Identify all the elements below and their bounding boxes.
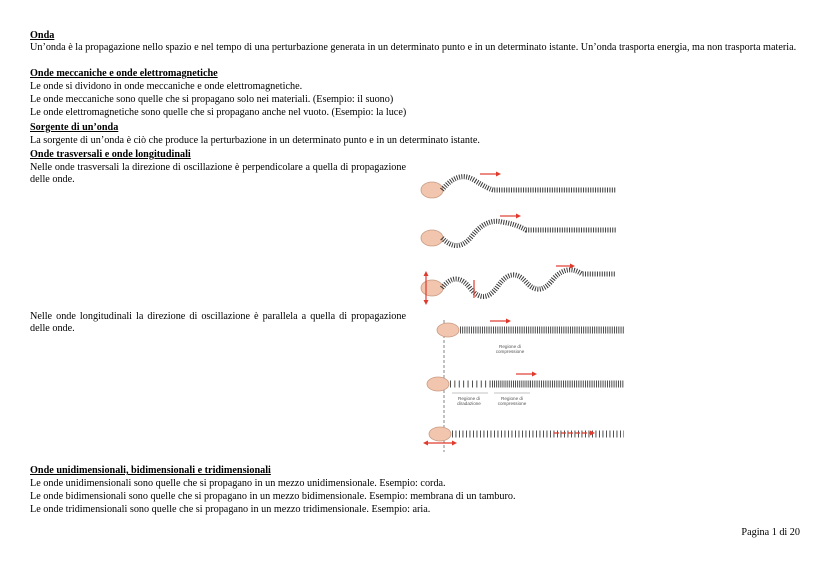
transverse-row-1 [421,172,616,199]
dimensioni-line-3: Le onde tridimensionali sono quelle che si propagano in un mezzo tridimensionale. Esempio: aria. [30,504,431,515]
hand-icon [437,323,459,337]
arrow-head [424,300,429,305]
heading-onda: Onda [30,30,55,41]
meccaniche-line-3: Le onde elettromagnetiche sono quelle che si propagano anche nel vuoto. (Esempio: la luce) [30,107,407,118]
transverse-wave-figure [418,166,628,306]
hand-icon [429,427,451,441]
page-number: Pagina 1 di 20 [741,527,800,538]
spring-coil [442,270,616,297]
heading-dimensioni: Onde unidimensionali, bidimensionali e tridimensionali [30,465,271,476]
paragraph-sorgente: La sorgente di un’onda è ciò che produce la perturbazione in un determinato punto e in un determinato istante. [30,135,480,146]
label-regione-compressione-2: Regione di compressione [497,396,527,407]
meccaniche-line-1: Le onde si dividono in onde meccaniche e onde elettromagnetiche. [30,81,303,92]
heading-trasversali: Onde trasversali e onde longitudinali [30,149,191,160]
dimensioni-line-2: Le onde bidimensionali sono quelle che si propagano in un mezzo bidimensionale. Esempio: membrana di un tamburo. [30,491,516,502]
longitudinal-row-1 [437,319,624,338]
spring-coil [442,221,616,245]
arrow-head [506,319,511,324]
label-regione-diradazione: Regione di diradazione [457,396,481,407]
dimensioni-line-1: Le onde unidimensionali sono quelle che si propagano in un mezzo unidimensionale. Esempio: corda. [30,478,446,489]
paragraph-trasversali: Nelle onde trasversali la direzione di oscillazione è perpendicolare a quella di propagazione delle onde. [30,162,406,186]
paragraph-onda: Un’onda è la propagazione nello spazio e nel tempo di una perturbazione generata in un determinato punto e in un determinato istante. Un’onda trasporta energia, ma non trasporta materia. [30,42,797,53]
longitudinal-wave-figure [418,316,633,456]
hand-icon [421,230,443,246]
arrow-head [452,441,457,446]
arrow-head [424,271,429,276]
label-regione-compressione-1: Regione di compressione [495,344,525,355]
transverse-row-2 [421,214,616,247]
paragraph-longitudinali: Nelle onde longitudinali la direzione di oscillazione è parallela a quella di propagazione delle onde. [30,311,406,335]
arrow-head [496,172,501,177]
longitudinal-row-3 [423,427,624,446]
longitudinal-row-2 [427,372,624,394]
spring-coil [442,177,616,190]
arrow-head [532,372,537,377]
hand-icon [421,280,443,296]
heading-meccaniche: Onde meccaniche e onde elettromagnetiche [30,68,218,79]
arrow-head [423,441,428,446]
hand-icon [427,377,449,391]
meccaniche-line-2: Le onde meccaniche sono quelle che si propagano solo nei materiali. (Esempio: il suono) [30,94,394,105]
hand-icon [421,182,443,198]
transverse-row-3 [421,264,616,306]
heading-sorgente: Sorgente di un’onda [30,122,119,133]
arrow-head [516,214,521,219]
